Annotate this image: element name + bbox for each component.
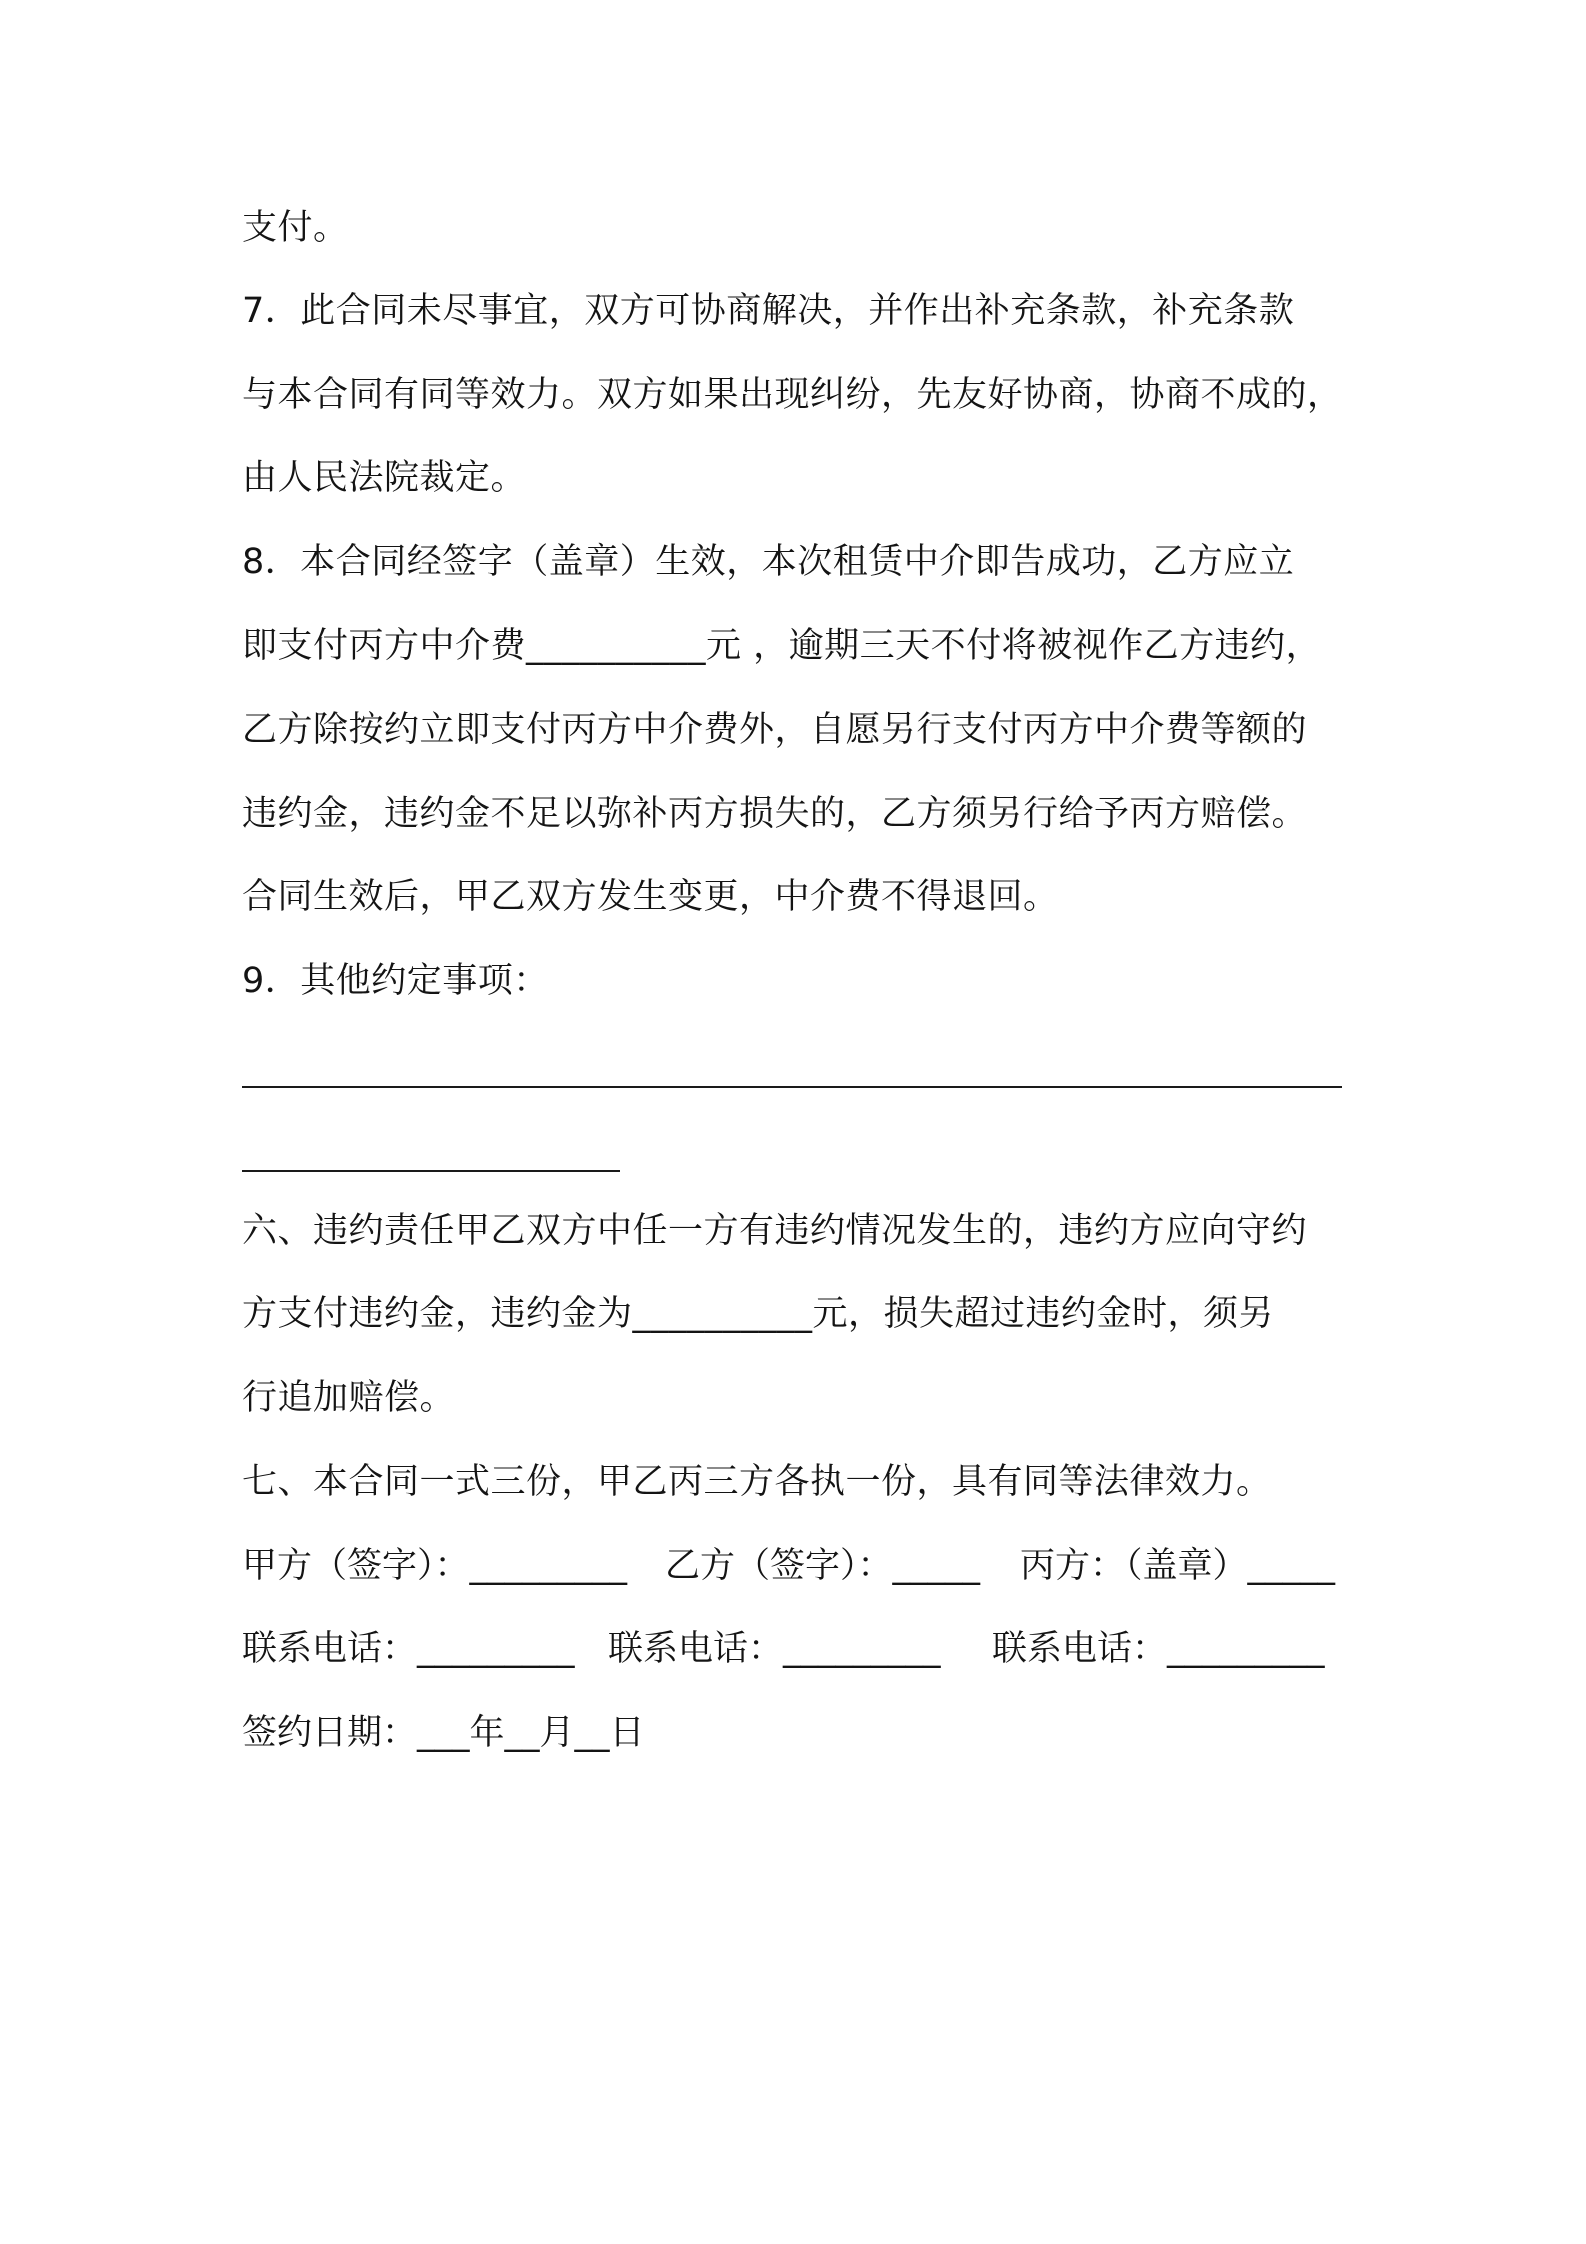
- party-a-signature: 甲方（签字）：_________: [242, 1546, 628, 1586]
- text-line-10: 9．其他约定事项：: [242, 961, 549, 1001]
- party-b-signature: 乙方（签字）：_____: [665, 1546, 981, 1586]
- text-line-13: 行追加赔偿。: [242, 1378, 456, 1418]
- contact-phone-b: 联系电话：_________: [608, 1629, 941, 1669]
- text-line-7: 乙方除按约立即支付丙方中介费外，自愿另行支付丙方中介费等额的: [242, 710, 1308, 750]
- text-line-5: 8．本合同经签字（盖章）生效，本次租赁中介即告成功，乙方应立: [242, 542, 1295, 582]
- party-c-seal: 丙方：（盖章）_____: [1020, 1546, 1336, 1586]
- text-line-11: 六、违约责任甲乙双方中任一方有违约情况发生的，违约方应向守约: [242, 1211, 1308, 1251]
- text-line-8: 违约金，违约金不足以弥补丙方损失的，乙方须另行给予丙方赔偿。: [242, 794, 1308, 834]
- text-line-3: 与本合同有同等效力。双方如果出现纠纷，先友好协商，协商不成的，: [242, 375, 1343, 415]
- blank-underline-long: [242, 1086, 1342, 1088]
- text-line-9: 合同生效后，甲乙双方发生变更，中介费不得退回。: [242, 877, 1059, 917]
- blank-underline-short: [242, 1170, 620, 1172]
- contact-phone-c: 联系电话：_________: [992, 1629, 1325, 1669]
- text-line-14: 七、本合同一式三份，甲乙丙三方各执一份，具有同等法律效力。: [242, 1462, 1272, 1502]
- text-line-12: 方支付违约金，违约金为__________元，损失超过违约金时，须另: [242, 1294, 1275, 1334]
- signing-date: 签约日期：___年__月__日: [242, 1713, 645, 1753]
- text-line-1: 支付。: [242, 208, 349, 248]
- text-line-2: 7．此合同未尽事宜，双方可协商解决，并作出补充条款，补充条款: [242, 291, 1295, 331]
- text-line-6: 即支付丙方中介费__________元 ，逾期三天不付将被视作乙方违约，: [242, 626, 1322, 666]
- text-line-4: 由人民法院裁定。: [242, 458, 527, 498]
- contact-phone-a: 联系电话：_________: [242, 1629, 575, 1669]
